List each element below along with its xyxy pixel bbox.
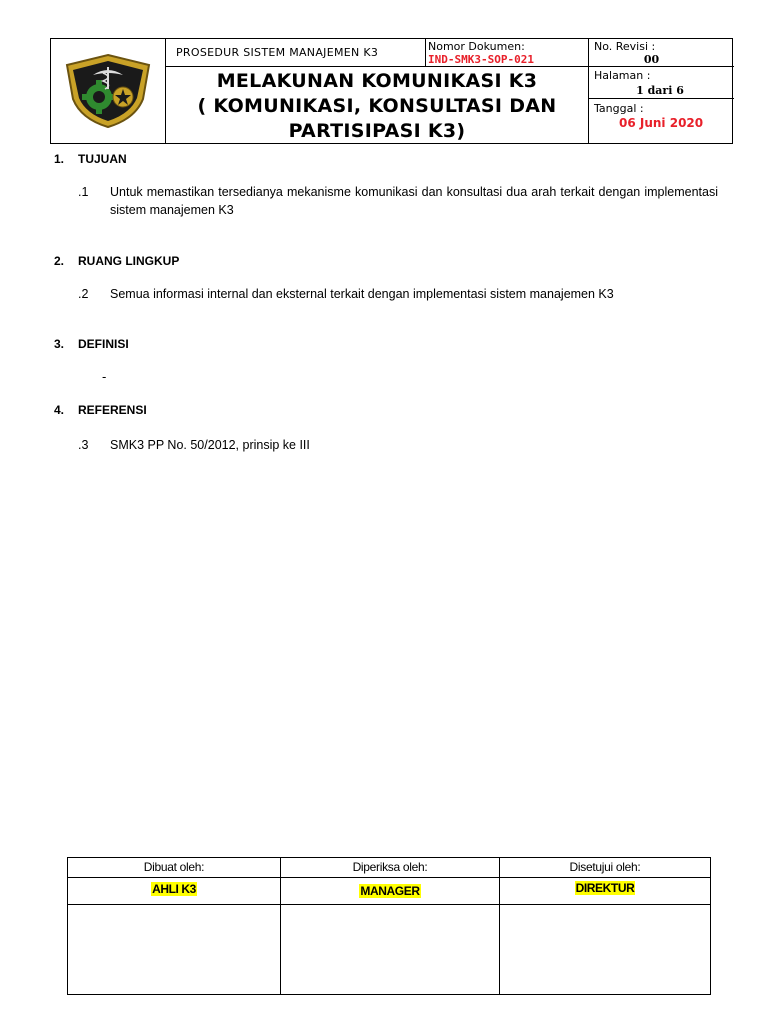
item-text: Untuk memastikan tersedianya mekanisme komunikasi dan konsultasi dua arah terkait dengan implementasi sistem manajemen K3	[110, 185, 718, 217]
signature-role-cell	[500, 878, 710, 905]
section-title: TUJUAN	[78, 152, 127, 166]
title-line-2: ( KOMUNIKASI, KONSULTASI DAN	[197, 95, 557, 117]
document-title	[166, 67, 589, 143]
signature-header-checked: Diperiksa oleh:	[281, 858, 500, 878]
role-direktur: DIREKTUR	[575, 881, 635, 895]
item-number: .3	[78, 438, 89, 452]
page-label: Halaman :	[594, 69, 651, 82]
item-number: .1	[78, 185, 89, 199]
section-number: 1.	[54, 152, 65, 166]
section-title: DEFINISI	[78, 337, 129, 351]
page-cell	[589, 67, 734, 99]
date-cell	[589, 99, 734, 143]
signature-role-cell	[68, 878, 281, 905]
section-number: 2.	[54, 254, 65, 268]
doc-number-label: Nomor Dokumen:	[428, 40, 525, 53]
procedure-label: PROSEDUR SISTEM MANAJEMEN K3	[166, 39, 426, 67]
item-text: SMK3 PP No. 50/2012, prinsip ke III	[110, 438, 310, 452]
signature-table	[67, 857, 711, 995]
k3-shield-logo-icon	[63, 53, 153, 129]
definition-dash: -	[102, 369, 107, 384]
signature-box-prepared[interactable]	[68, 905, 281, 994]
item-text: Semua informasi internal dan eksternal terkait dengan implementasi sistem manajemen K3	[110, 287, 614, 301]
section-number: 3.	[54, 337, 65, 351]
logo-cell	[51, 39, 166, 143]
role-manager: MANAGER	[360, 884, 420, 898]
doc-number-cell	[426, 39, 589, 67]
revision-cell	[589, 39, 734, 67]
signature-box-approved[interactable]	[500, 905, 710, 994]
section-title: REFERENSI	[78, 403, 147, 417]
date-value: 06 Juni 2020	[619, 116, 704, 130]
revision-value: 00	[643, 53, 660, 66]
page-value: 1 dari 6	[636, 84, 684, 97]
revision-label: No. Revisi :	[594, 40, 656, 53]
item-number: .2	[78, 287, 89, 301]
signature-role-cell	[281, 878, 500, 905]
section-number: 4.	[54, 403, 65, 417]
title-line-1: MELAKUNAN KOMUNIKASI K3	[216, 70, 538, 92]
signature-header-approved: Disetujui oleh:	[500, 858, 710, 878]
title-line-3: PARTISIPASI K3)	[288, 120, 466, 142]
doc-number-value: IND-SMK3-SOP-021	[428, 53, 534, 66]
section-title: RUANG LINGKUP	[78, 254, 180, 268]
date-label: Tanggal :	[594, 102, 644, 115]
role-ahli-k3: AHLI K3	[152, 882, 196, 896]
signature-box-checked[interactable]	[281, 905, 500, 994]
signature-header-prepared: Dibuat oleh:	[68, 858, 281, 878]
document-header-table	[50, 38, 733, 144]
